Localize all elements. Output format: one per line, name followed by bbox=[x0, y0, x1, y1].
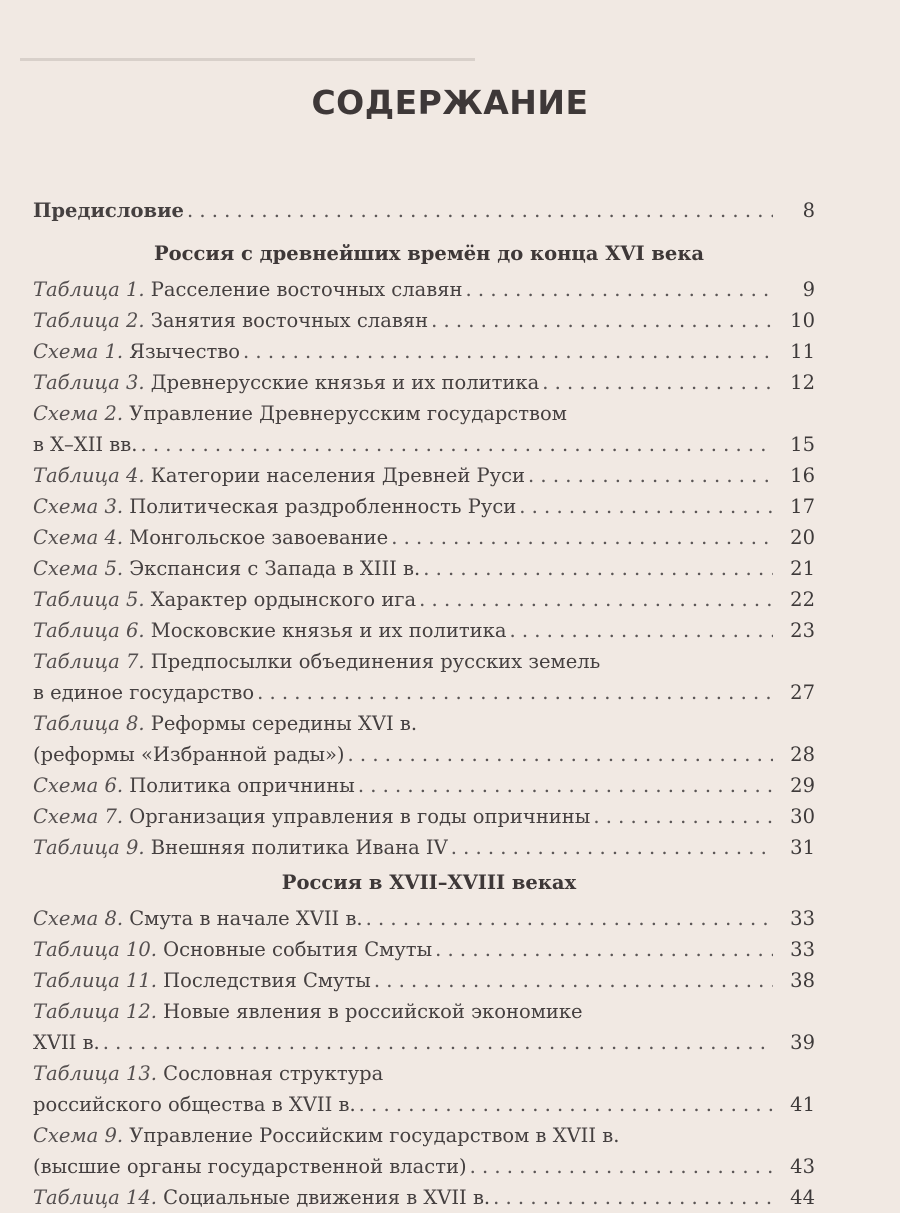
entry-kind-label: Таблица 1. bbox=[33, 278, 145, 301]
leader-dots bbox=[243, 336, 773, 367]
toc-entry-text: Характер ордынского ига bbox=[150, 588, 417, 611]
toc-entry[interactable] bbox=[33, 274, 815, 305]
toc-page-number: 30 bbox=[790, 805, 815, 828]
toc-page-number: 43 bbox=[790, 1155, 815, 1178]
toc-page-number: 27 bbox=[790, 681, 815, 704]
leader-dots bbox=[359, 1089, 773, 1120]
toc-page-number: 12 bbox=[790, 371, 815, 394]
toc-entry[interactable] bbox=[33, 739, 815, 770]
toc-entry-text: Управление Древнерусским государством bbox=[129, 402, 567, 425]
leader-dots bbox=[358, 770, 773, 801]
toc-entry-text: Монгольское завоевание bbox=[129, 526, 389, 549]
toc-entry-text: Экспансия с Запада в XIII в. bbox=[129, 557, 421, 580]
toc-entry-text: в X–XII вв. bbox=[33, 433, 138, 456]
entry-kind-label: Схема 9. bbox=[33, 1124, 124, 1147]
toc-entry[interactable] bbox=[33, 965, 815, 996]
toc-entry-text: Древнерусские князья и их политика bbox=[150, 371, 540, 394]
toc-entry-text: Реформы середины XVI в. bbox=[150, 712, 418, 735]
leader-dots bbox=[366, 903, 773, 934]
toc-entry[interactable] bbox=[33, 367, 815, 398]
page-title: СОДЕРЖАНИЕ bbox=[311, 83, 589, 122]
toc-entry-text: Политическая раздробленность Руси bbox=[129, 495, 517, 518]
entry-kind-label: Таблица 12. bbox=[33, 1000, 157, 1023]
toc-entry-text: XVII в. bbox=[33, 1031, 100, 1054]
toc-page-number: 9 bbox=[802, 278, 815, 301]
toc-entry[interactable] bbox=[33, 584, 815, 615]
leader-dots bbox=[187, 195, 773, 226]
toc-page-number: 39 bbox=[790, 1031, 815, 1054]
toc-entry[interactable] bbox=[33, 996, 815, 1027]
toc-entry-text: (высшие органы государственной власти) bbox=[33, 1155, 467, 1178]
leader-dots bbox=[140, 429, 773, 460]
leader-dots bbox=[466, 274, 773, 305]
entry-kind-label: Схема 7. bbox=[33, 805, 124, 828]
entry-kind-label: Таблица 8. bbox=[33, 712, 145, 735]
toc-entry-text: Социальные движения в XVII в. bbox=[163, 1186, 491, 1209]
toc-entry-text: (реформы «Избранной рады») bbox=[33, 743, 345, 766]
toc-entry[interactable] bbox=[33, 398, 815, 429]
toc-entry[interactable] bbox=[33, 553, 815, 584]
leader-dots bbox=[374, 965, 773, 996]
leader-dots bbox=[593, 801, 773, 832]
entry-kind-label: Таблица 6. bbox=[33, 619, 145, 642]
toc-page-number: 44 bbox=[790, 1186, 815, 1209]
toc-page-number: 28 bbox=[790, 743, 815, 766]
toc-entry[interactable] bbox=[33, 491, 815, 522]
table-of-contents bbox=[33, 195, 815, 1213]
toc-entry-text: Предисловие bbox=[33, 199, 184, 222]
toc-entry[interactable] bbox=[33, 934, 815, 965]
toc-page-number: 11 bbox=[790, 340, 815, 363]
toc-page-number: 10 bbox=[790, 309, 815, 332]
toc-entry[interactable] bbox=[33, 646, 815, 677]
toc-entry-text: Внешняя политика Ивана IV bbox=[150, 836, 448, 859]
entry-kind-label: Таблица 3. bbox=[33, 371, 145, 394]
entry-kind-label: Схема 1. bbox=[33, 340, 124, 363]
entry-kind-label: Схема 5. bbox=[33, 557, 124, 580]
section-heading: Россия в XVII–XVIII веках bbox=[281, 871, 577, 894]
leader-dots bbox=[348, 739, 773, 770]
toc-entry[interactable] bbox=[33, 615, 815, 646]
leader-dots bbox=[103, 1027, 773, 1058]
toc-entry-text: Расселение восточных славян bbox=[150, 278, 463, 301]
toc-page-number: 17 bbox=[790, 495, 815, 518]
entry-kind-label: Схема 6. bbox=[33, 774, 124, 797]
toc-page-number: 8 bbox=[802, 199, 815, 222]
toc-entry[interactable] bbox=[33, 770, 815, 801]
entry-kind-label: Схема 2. bbox=[33, 402, 124, 425]
leader-dots bbox=[257, 677, 773, 708]
entry-kind-label: Таблица 10. bbox=[33, 938, 157, 961]
toc-entry-text: Категории населения Древней Руси bbox=[150, 464, 526, 487]
toc-entry[interactable] bbox=[33, 336, 815, 367]
toc-page-number: 22 bbox=[790, 588, 815, 611]
toc-entry-text: Основные события Смуты bbox=[163, 938, 433, 961]
running-header-rule bbox=[20, 58, 475, 61]
toc-entry-preface[interactable] bbox=[33, 195, 815, 226]
toc-entry-text: Предпосылки объединения русских земель bbox=[150, 650, 601, 673]
toc-page-number: 41 bbox=[790, 1093, 815, 1116]
toc-page-number: 16 bbox=[790, 464, 815, 487]
toc-entry-text: российского общества в XVII в. bbox=[33, 1093, 356, 1116]
toc-entry[interactable] bbox=[33, 460, 815, 491]
toc-page-number: 15 bbox=[790, 433, 815, 456]
toc-entry-text: Язычество bbox=[129, 340, 241, 363]
toc-entry[interactable] bbox=[33, 522, 815, 553]
toc-entry-text: Занятия восточных славян bbox=[150, 309, 429, 332]
toc-page-number: 31 bbox=[790, 836, 815, 859]
toc-entry[interactable] bbox=[33, 708, 815, 739]
leader-dots bbox=[419, 584, 773, 615]
toc-entry[interactable] bbox=[33, 1027, 815, 1058]
toc-entry-text: Последствия Смуты bbox=[163, 969, 371, 992]
entry-kind-label: Таблица 11. bbox=[33, 969, 157, 992]
toc-entry-text: Новые явления в российской экономике bbox=[163, 1000, 583, 1023]
toc-entry[interactable] bbox=[33, 429, 815, 460]
toc-entry-text: Управление Российским государством в XVII в. bbox=[129, 1124, 620, 1147]
toc-page-number: 29 bbox=[790, 774, 815, 797]
toc-entry-text: в единое государство bbox=[33, 681, 255, 704]
leader-dots bbox=[470, 1151, 773, 1182]
entry-kind-label: Схема 3. bbox=[33, 495, 124, 518]
entry-kind-label: Таблица 9. bbox=[33, 836, 145, 859]
toc-entry[interactable] bbox=[33, 1058, 815, 1089]
toc-entry[interactable] bbox=[33, 1151, 815, 1182]
entry-kind-label: Схема 4. bbox=[33, 526, 124, 549]
toc-entry[interactable] bbox=[33, 1120, 815, 1151]
toc-page-number: 20 bbox=[790, 526, 815, 549]
section-heading: Россия с древнейших времён до конца XVI века bbox=[153, 242, 705, 265]
toc-entry-text: Организация управления в годы опричнины bbox=[129, 805, 591, 828]
leader-dots bbox=[509, 615, 773, 646]
toc-entry[interactable] bbox=[33, 1089, 815, 1120]
entry-kind-label: Таблица 2. bbox=[33, 309, 145, 332]
entry-kind-label: Таблица 14. bbox=[33, 1186, 157, 1209]
leader-dots bbox=[391, 522, 773, 553]
entry-kind-label: Таблица 5. bbox=[33, 588, 145, 611]
leader-dots bbox=[528, 460, 773, 491]
toc-page-number: 33 bbox=[790, 938, 815, 961]
leader-dots bbox=[435, 934, 773, 965]
toc-page-number: 33 bbox=[790, 907, 815, 930]
toc-entry-text: Политика опричнины bbox=[129, 774, 355, 797]
leader-dots bbox=[451, 832, 773, 863]
toc-entry[interactable] bbox=[33, 903, 815, 934]
toc-page-number: 23 bbox=[790, 619, 815, 642]
toc-entry[interactable] bbox=[33, 677, 815, 708]
toc-entry-text: Сословная структура bbox=[163, 1062, 384, 1085]
entry-kind-label: Схема 8. bbox=[33, 907, 124, 930]
entry-kind-label: Таблица 13. bbox=[33, 1062, 157, 1085]
toc-entry[interactable] bbox=[33, 832, 815, 863]
toc-entry[interactable] bbox=[33, 305, 815, 336]
toc-page-number: 38 bbox=[790, 969, 815, 992]
toc-page-number: 21 bbox=[790, 557, 815, 580]
toc-entry[interactable] bbox=[33, 1182, 815, 1213]
entry-kind-label: Таблица 4. bbox=[33, 464, 145, 487]
leader-dots bbox=[493, 1182, 773, 1213]
leader-dots bbox=[542, 367, 773, 398]
entry-kind-label: Таблица 7. bbox=[33, 650, 145, 673]
leader-dots bbox=[431, 305, 773, 336]
toc-entry[interactable] bbox=[33, 801, 815, 832]
leader-dots bbox=[423, 553, 773, 584]
toc-entry-text: Смута в начале XVII в. bbox=[129, 907, 363, 930]
leader-dots bbox=[519, 491, 773, 522]
toc-entry-text: Московские князья и их политика bbox=[150, 619, 507, 642]
